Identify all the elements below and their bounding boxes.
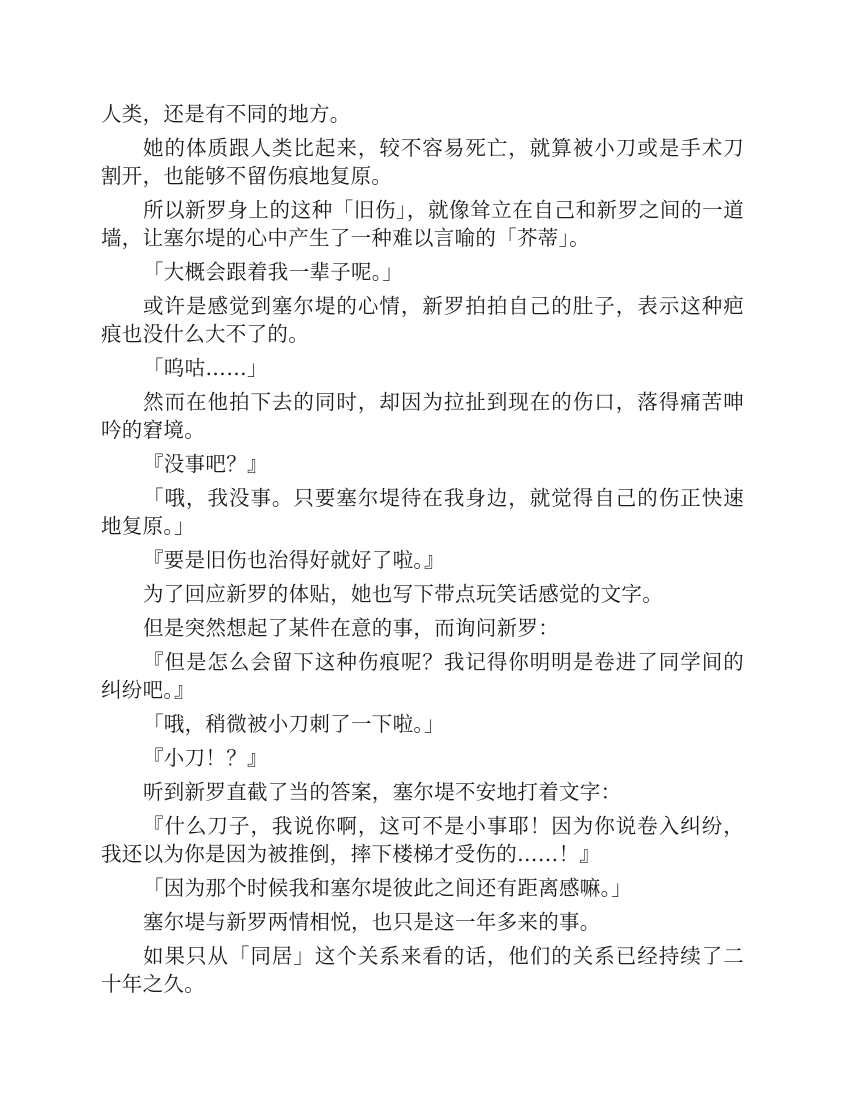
paragraph-6: 「呜咕……」 [143,356,268,380]
paragraph-19: 塞尔堤与新罗两情相悦，也只是这一年多来的事。 [143,910,601,934]
paragraph-12: 但是突然想起了某件在意的事，而询问新罗： [143,616,559,640]
paragraph-20: 如果只从「同居」这个关系来看的话，他们的关系已经持续了二十年之久。 [101,944,744,996]
paragraph-15: 『小刀！？』 [143,746,268,770]
paragraph-14: 「哦，稍微被小刀刺了一下啦。」 [143,712,445,736]
paragraph-5: 或许是感觉到塞尔堤的心情，新罗拍拍自己的肚子，表示这种疤痕也没什么大不了的。 [101,294,744,346]
paragraph-4: 「大概会跟着我一辈子呢。」 [143,260,404,284]
paragraph-2: 她的体质跟人类比起来，较不容易死亡，就算被小刀或是手术刀割开，也能够不留伤痕地复原。 [101,136,744,188]
paragraph-7: 然而在他拍下去的同时，却因为拉扯到现在的伤口，落得痛苦呻吟的窘境。 [101,390,744,442]
paragraph-17: 『什么刀子，我说你啊，这可不是小事耶！因为你说卷入纠纷，我还以为你是因为被推倒，摔下楼梯才受伤的……！』 [101,814,744,866]
paragraph-9: 「哦，我没事。只要塞尔堤待在我身边，就觉得自己的伤正快速地复原。」 [101,486,744,538]
paragraph-13: 『但是怎么会留下这种伤痕呢？我记得你明明是卷进了同学间的纠纷吧。』 [101,650,744,702]
book-page [101,100,744,1004]
paragraph-3: 所以新罗身上的这种「旧伤」，就像耸立在自己和新罗之间的一道墙，让塞尔堤的心中产生了一种难以言喻的「芥蒂」。 [101,198,744,250]
paragraph-1: 人类，还是有不同的地方。 [101,102,351,126]
paragraph-10: 『要是旧伤也治得好就好了啦。』 [143,548,445,572]
paragraph-18: 「因为那个时候我和塞尔堤彼此之间还有距离感嘛。」 [143,876,632,900]
paragraph-11: 为了回应新罗的体贴，她也写下带点玩笑话感觉的文字。 [143,582,663,606]
paragraph-16: 听到新罗直截了当的答案，塞尔堤不安地打着文字： [143,780,622,804]
paragraph-8: 『没事吧？』 [143,452,268,476]
